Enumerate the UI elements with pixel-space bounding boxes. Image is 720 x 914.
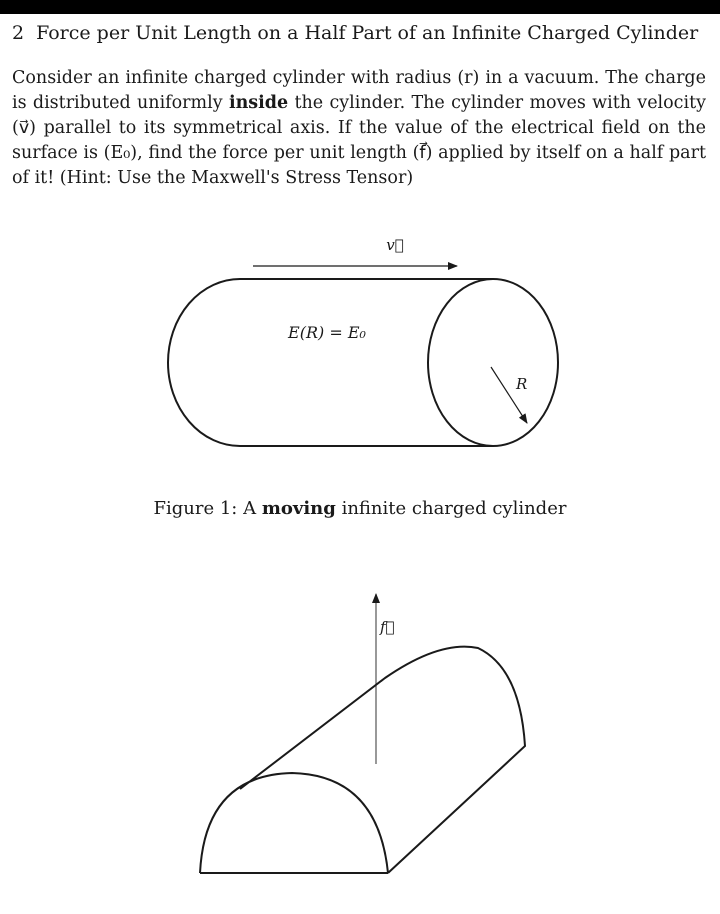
figure-1-caption xyxy=(0,496,720,522)
section-title: Force per Unit Length on a Half Part of an Infinite Charged Cylinder xyxy=(36,22,699,44)
radius-label: R xyxy=(516,375,528,393)
caption-bold: moving xyxy=(261,498,336,519)
problem-text-part1: Consider an infinite charged cylinder with radius (r) in a vacuum. The charge is distributed uniformly xyxy=(12,68,706,113)
cylinder-body-outline xyxy=(168,279,493,446)
caption-prefix: Figure 1: A xyxy=(153,498,262,519)
problem-emphasis: inside xyxy=(228,93,289,113)
surface-field-label: E(R) = E₀ xyxy=(288,323,366,342)
half-cylinder-outline xyxy=(200,647,525,873)
caption-suffix: infinite charged cylinder xyxy=(335,498,567,519)
velocity-label: v⃗ xyxy=(386,236,404,254)
cylinder-end-face xyxy=(428,279,558,446)
problem-text-part2: the cylinder. The cylinder moves with velocity (v⃗) parallel to its symmetrical axis. If the value of the electrical field on the surface is (E₀), find the force per unit length (f⃗) applied by itself on a half part of it! (Hint: Use the Maxwell's Stress Tensor) xyxy=(12,93,706,188)
section-number: 2 xyxy=(12,22,25,44)
force-label: f⃗ xyxy=(380,618,395,636)
